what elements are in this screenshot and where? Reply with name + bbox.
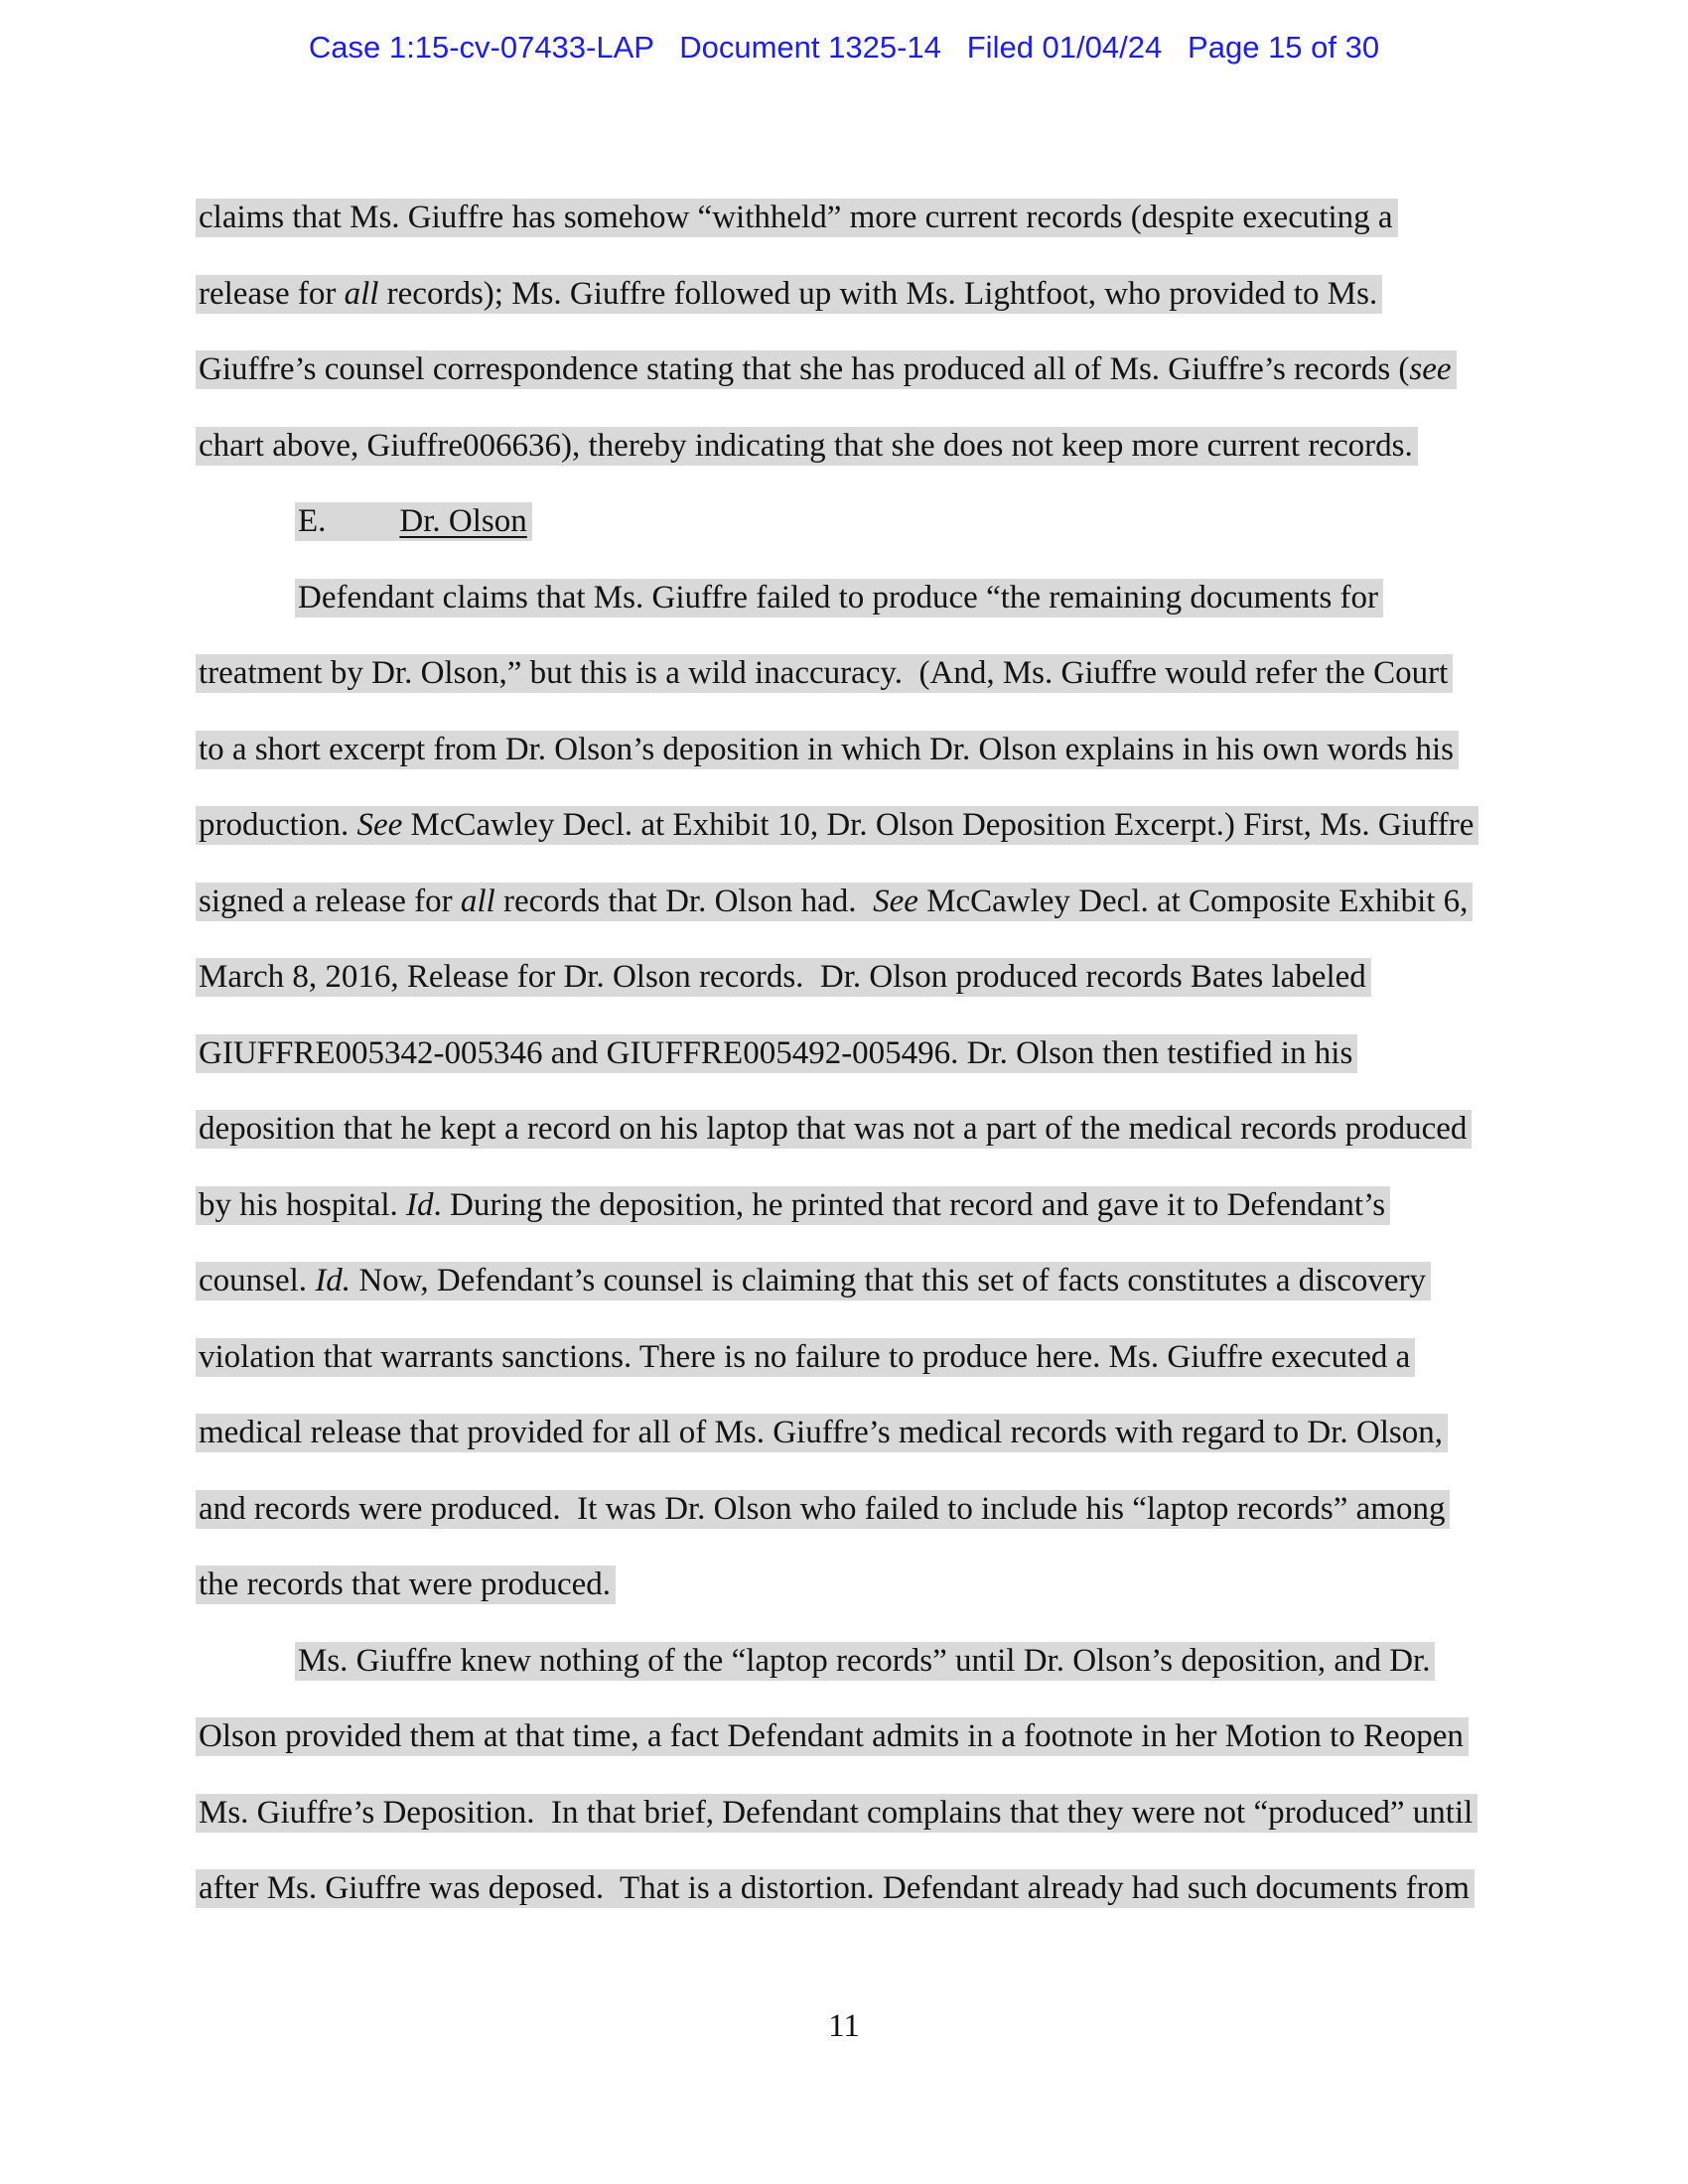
highlighted-text	[196, 1414, 1448, 1452]
text-run: See	[873, 884, 918, 919]
highlighted-text	[196, 199, 1398, 237]
text-run: records that Dr. Olson had.	[494, 884, 874, 919]
text-run: release for	[199, 276, 345, 312]
text-run: Olson provided them at that time, a fact Defendant admits in a footnote in her Motion to Reopen	[199, 1718, 1464, 1754]
highlighted-text	[196, 654, 1453, 693]
highlighted-text	[196, 1338, 1415, 1377]
text-line	[196, 1793, 1477, 1833]
highlighted-text	[196, 427, 1418, 466]
text-run: counsel.	[199, 1263, 316, 1298]
text-run: Defendant claims that Ms. Giuffre failed to produce “the remaining documents for	[298, 580, 1379, 615]
highlighted-text	[196, 1186, 1390, 1225]
section-heading	[295, 501, 532, 541]
text-line	[196, 1033, 1357, 1073]
text-line	[196, 198, 1398, 237]
highlighted-text	[295, 579, 1383, 617]
text-run: production.	[199, 807, 357, 843]
text-run: deposition that he kept a record on his laptop that was not a part of the medical records produced	[199, 1111, 1468, 1147]
highlighted-text	[196, 1794, 1477, 1833]
highlighted-text	[196, 806, 1478, 845]
text-run: all	[460, 884, 495, 919]
text-line	[196, 1261, 1431, 1300]
text-line	[196, 957, 1371, 997]
text-run: medical release that provided for all of Ms. Giuffre’s medical records with regard to Dr. Olson,	[199, 1415, 1444, 1450]
text-run: Giuffre’s counsel correspondence stating that she has produced all of Ms. Giuffre’s records (	[199, 351, 1410, 387]
text-run: Ms. Giuffre’s Deposition. In that brief, Defendant complains that they were not “produced” until	[199, 1795, 1474, 1831]
text-line	[196, 1868, 1475, 1908]
highlighted-text	[196, 958, 1371, 997]
text-line	[196, 1185, 1390, 1225]
highlighted-text	[196, 883, 1473, 921]
highlighted-text	[295, 1642, 1435, 1681]
highlighted-text	[196, 1717, 1469, 1756]
highlighted-text	[196, 275, 1382, 314]
highlighted-text	[196, 1490, 1450, 1529]
text-line	[196, 1489, 1450, 1529]
highlighted-text	[196, 1566, 616, 1604]
text-run: violation that warrants sanctions. There is no failure to produce here. Ms. Giuffre executed a	[199, 1339, 1411, 1375]
underlined-text: Dr. Olson	[399, 503, 527, 539]
text-run: to a short excerpt from Dr. Olson’s deposition in which Dr. Olson explains in his own words his	[199, 732, 1454, 767]
text-run: See	[356, 807, 403, 843]
highlighted-text	[196, 1262, 1431, 1300]
text-run: E.	[298, 503, 327, 539]
text-line	[196, 1565, 616, 1604]
text-run: Id	[406, 1187, 434, 1223]
text-run: see	[1409, 351, 1452, 387]
text-run: signed a release for	[199, 884, 461, 919]
text-run: by his hospital.	[199, 1187, 407, 1223]
text-run: Id.	[315, 1263, 352, 1298]
text-run: March 8, 2016, Release for Dr. Olson records. Dr. Olson produced records Bates labeled	[199, 959, 1366, 995]
text-line	[196, 426, 1418, 466]
text-run: records); Ms. Giuffre followed up with Ms. Lightfoot, who provided to Ms.	[378, 276, 1378, 312]
text-run: McCawley Decl. at Composite Exhibit 6,	[917, 884, 1469, 919]
text-line	[295, 578, 1383, 617]
text-run: . During the deposition, he printed that record and gave it to Defendant’s	[433, 1187, 1386, 1223]
highlighted-text	[196, 350, 1457, 389]
highlighted-text	[196, 1869, 1475, 1908]
text-run: and records were produced. It was Dr. Olson who failed to include his “laptop records” among	[199, 1491, 1446, 1527]
text-run: chart above, Giuffre006636), thereby indicating that she does not keep more current records.	[199, 428, 1413, 464]
highlighted-text	[196, 731, 1459, 769]
text-line	[196, 653, 1453, 693]
text-line	[196, 274, 1382, 314]
text-line	[196, 805, 1478, 845]
text-run: Ms. Giuffre knew nothing of the “laptop records” until Dr. Olson’s deposition, and Dr.	[298, 1643, 1431, 1679]
page-number: 11	[828, 2008, 860, 2044]
case-header-stamp: Case 1:15-cv-07433-LAP Document 1325-14 Filed 01/04/24 Page 15 of 30	[308, 30, 1380, 65]
text-run: treatment by Dr. Olson,” but this is a wild inaccuracy. (And, Ms. Giuffre would refer the Court	[199, 655, 1449, 691]
text-run: GIUFFRE005342-005346 and GIUFFRE005492-005496. Dr. Olson then testified in his	[199, 1035, 1353, 1071]
text-line	[196, 1109, 1472, 1149]
text-run: Now, Defendant’s counsel is claiming that this set of facts constitutes a discovery	[351, 1263, 1427, 1298]
text-run: after Ms. Giuffre was deposed. That is a distortion. Defendant already had such documents from	[199, 1870, 1470, 1906]
text-line	[295, 1641, 1435, 1681]
text-run: all	[344, 276, 379, 312]
text-line	[196, 730, 1459, 769]
text-line	[196, 1337, 1415, 1377]
text-line	[196, 882, 1473, 921]
highlighted-text	[295, 502, 532, 541]
highlighted-text	[196, 1034, 1357, 1073]
text-run: the records that were produced.	[199, 1567, 612, 1602]
text-line	[196, 349, 1457, 389]
text-line	[196, 1413, 1448, 1452]
text-run: McCawley Decl. at Exhibit 10, Dr. Olson Deposition Excerpt.) First, Ms. Giuffre	[402, 807, 1475, 843]
text-line	[196, 1716, 1469, 1756]
highlighted-text	[196, 1110, 1472, 1149]
text-run: claims that Ms. Giuffre has somehow “withheld” more current records (despite executing a	[199, 200, 1393, 235]
